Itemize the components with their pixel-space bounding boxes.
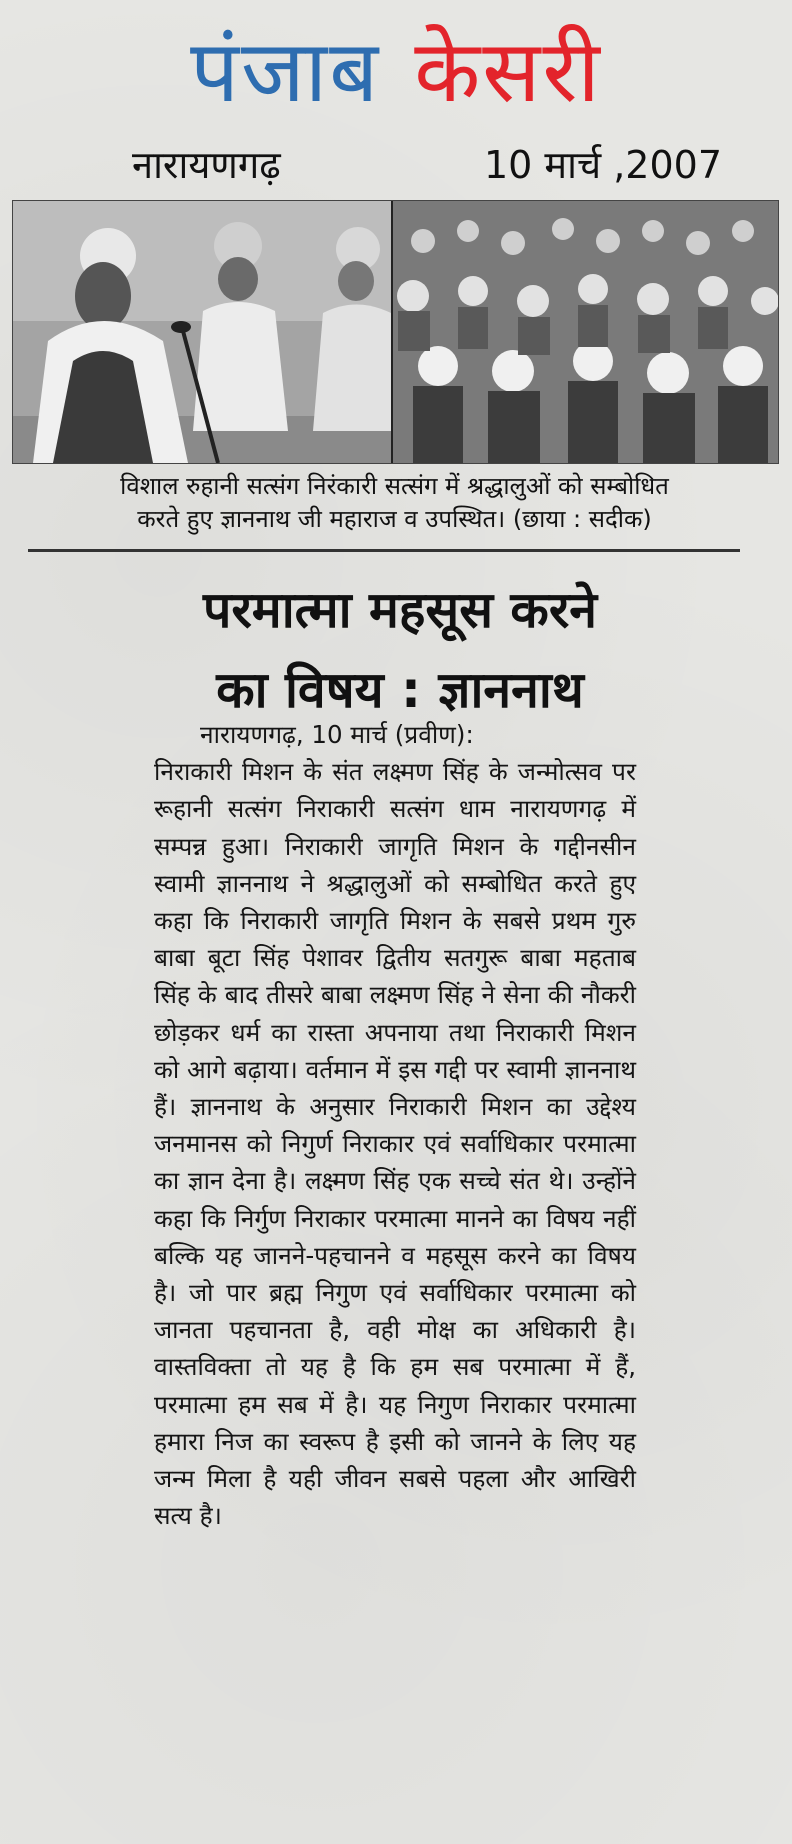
headline-line-1: परमात्मा महसूस करने xyxy=(202,581,598,639)
caption-line-1: विशाल रुहानी सत्संग निरंकारी सत्संग में श्रद्धालुओं को सम्बोधित xyxy=(120,472,669,500)
article-text: निराकारी मिशन के संत लक्ष्मण सिंह के जन्मोत्सव पर रूहानी सत्संग निराकारी सत्संग धाम नारायणगढ़ में सम्पन्न हुआ। निराकारी जागृति मिशन के गद्दीनसीन स्वामी ज्ञाननाथ ने श्रद्धालुओं को सम्बोधित करते हुए कहा कि निराकारी जागृति मिशन के सबसे प्रथम गुरु बाबा बूटा सिंह पेशावर द्वितीय सतगुरू बाबा महताब सिंह के बाद तीसरे बाबा लक्ष्मण सिंह ने सेना की नौकरी छोड़कर धर्म का रास्ता अपनाया तथा निराकारी मिशन को आगे बढ़ाया। वर्तमान में इस गद्दी पर स्वामी ज्ञाननाथ हैं। ज्ञाननाथ के अनुसार निराकारी मिशन का उद्देश्य जनमानस को निगुर्ण निराकार एवं सर्वाधिकार परमात्मा का ज्ञान देना है। लक्ष्मण सिंह एक सच्चे संत थे। उन्होंने कहा कि निर्गुण निराकार परमात्मा मानने का विषय नहीं बल्कि यह जानने-पहचानने व महसूस करने का विषय है। जो पार ब्रह्म निगुण एवं सर्वाधिकार परमात्मा को जानता पहचानता है, वही मोक्ष का अधिकारी है। वास्तविक्ता तो यह है कि हम सब परमात्मा में हैं, परमात्मा हम सब में है। यह निगुण निराकार परमात्मा हमारा निज का स्वरूप है इसी को जानने के लिए यह जन्म मिला है यही जीवन सबसे पहला और आखिरी सत्य है। xyxy=(154,757,636,1531)
headline-line-2: का विषय : ज्ञाननाथ xyxy=(216,661,584,719)
masthead-part-1: पंजाब xyxy=(190,22,381,122)
masthead-part-2: केसरी xyxy=(414,22,602,122)
article-headline xyxy=(140,570,660,730)
article-body xyxy=(154,716,636,1534)
photo-speakers xyxy=(13,201,391,463)
news-photo xyxy=(12,200,779,464)
caption-line-2: करते हुए ज्ञाननाथ जी महाराज व उपस्थित। (छाया : सदीक) xyxy=(137,505,652,533)
dateline xyxy=(0,140,792,190)
photo-caption xyxy=(12,470,777,536)
photo-audience xyxy=(393,201,778,463)
dateline-date: 10 मार्च ,2007 xyxy=(484,143,722,187)
article-lead: नारायणगढ़, 10 मार्च (प्रवीण): xyxy=(200,720,474,749)
masthead xyxy=(0,22,792,122)
dateline-place: नारायणगढ़ xyxy=(132,143,281,187)
divider-rule xyxy=(28,549,740,552)
